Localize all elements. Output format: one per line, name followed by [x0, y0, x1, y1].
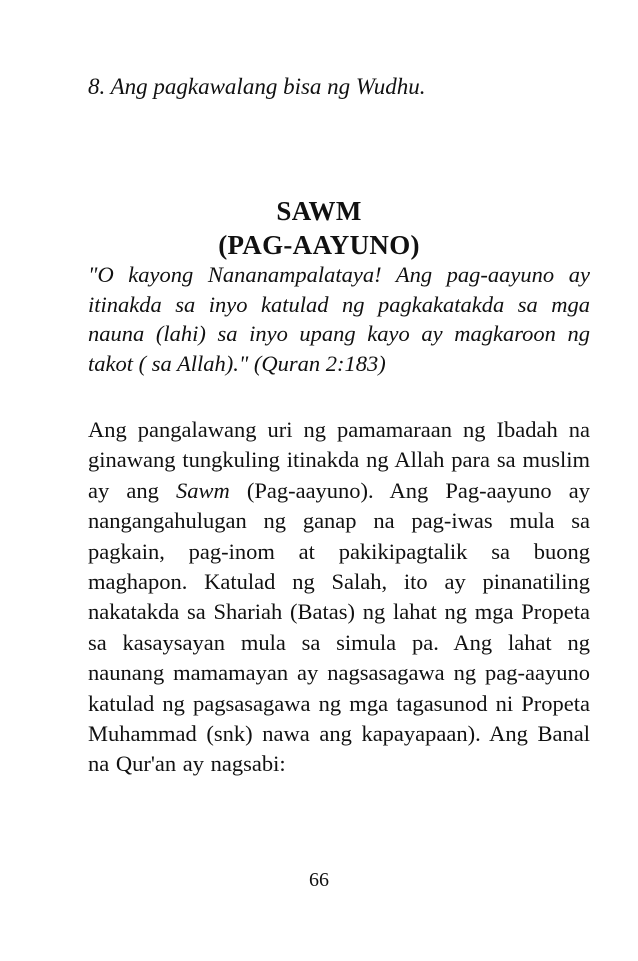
- previous-list-item: 8. Ang pagkawalang bisa ng Wudhu.: [88, 74, 426, 99]
- body-text-part2: (Pag-aayuno). Ang Pag-aayuno ay nangangahulugan ng ganap na pag-iwas mula sa pagkain, pag-inom at pakikipagtalik sa buong maghapon. Katulad ng Salah, ito ay pinanatiling nakatakda sa Shariah (Batas) ng lahat ng mga Propeta sa kasaysayan mula sa simula pa. Ang lahat ng naunang mamamayan ay nagsasagawa ng pag-aayuno katulad ng pagsasagawa ng mga tagasunod ni Propeta Muhammad (snk) nawa ang kapayapaan). Ang Banal na Qur'an ay nagsabi:: [88, 477, 590, 777]
- quran-quote: "O kayong Nananampalataya! Ang pag-aayuno ay itinakda sa inyo katulad ng pagkakatakda sa mga nauna (lahi) sa inyo upang kayo ay magkaroon ng takot ( sa Allah)." (Quran 2:183): [88, 262, 590, 376]
- body-paragraph: [88, 415, 590, 780]
- section-subtitle: (PAG-AAYUNO): [218, 230, 420, 260]
- body-text-part1: Ang pangalawang uri ng pamamaraan ng Ibadah na ginawang tungkuling itinakda ng Allah para sa muslim ay ang: [88, 417, 590, 503]
- section-title: SAWM: [276, 196, 362, 226]
- body-emphasis: Sawm: [175, 477, 230, 503]
- page-number: 66: [309, 869, 329, 891]
